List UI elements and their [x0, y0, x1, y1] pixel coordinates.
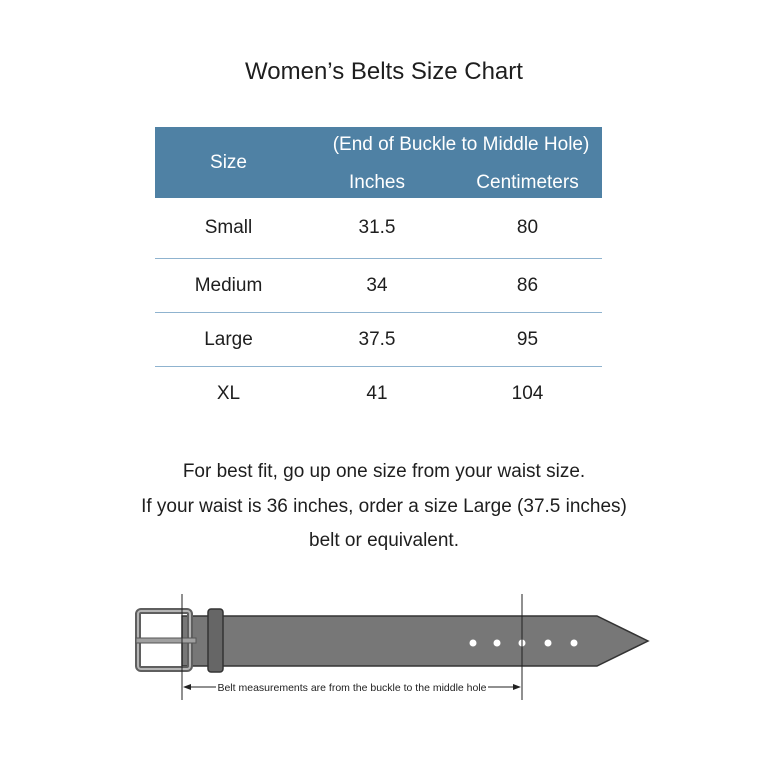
- table-row: [155, 313, 602, 367]
- table-row: [155, 198, 602, 259]
- belt-diagram: [0, 590, 768, 705]
- cell-size: Small: [204, 217, 253, 238]
- fit-note-line-1: For best fit, go up one size from your waist size.: [182, 461, 586, 482]
- header-centimeters: Centimeters: [476, 172, 579, 193]
- cell-size: XL: [216, 382, 241, 404]
- header-measurement-span: (End of Buckle to Middle Hole): [332, 134, 590, 155]
- header-size: Size: [210, 152, 247, 173]
- fit-note-line-2: If your waist is 36 inches, order a size Large (37.5 inches): [141, 496, 627, 517]
- cell-centimeters: 86: [516, 274, 539, 296]
- table-header: [155, 127, 602, 198]
- page-title: Women’s Belts Size Chart: [245, 58, 523, 85]
- fit-note-line-3: belt or equivalent.: [309, 530, 459, 551]
- measurement-caption: Belt measurements are from the buckle to the middle hole: [217, 682, 487, 694]
- header-inches: Inches: [349, 172, 405, 193]
- cell-size: Large: [204, 328, 253, 350]
- cell-centimeters: 95: [516, 328, 539, 350]
- cell-centimeters: 104: [511, 382, 544, 404]
- table-row: [155, 367, 602, 420]
- cell-size: Medium: [194, 274, 263, 296]
- belt-keeper-loop: [208, 609, 223, 672]
- cell-inches: 34: [366, 274, 388, 296]
- belt-strap: [182, 616, 648, 666]
- belt-buckle-icon: [136, 611, 196, 669]
- cell-inches: 31.5: [358, 217, 396, 238]
- cell-inches: 41: [366, 382, 388, 404]
- cell-inches: 37.5: [358, 328, 396, 350]
- table-row: [155, 259, 602, 313]
- size-table: [155, 127, 602, 420]
- cell-centimeters: 80: [516, 217, 539, 238]
